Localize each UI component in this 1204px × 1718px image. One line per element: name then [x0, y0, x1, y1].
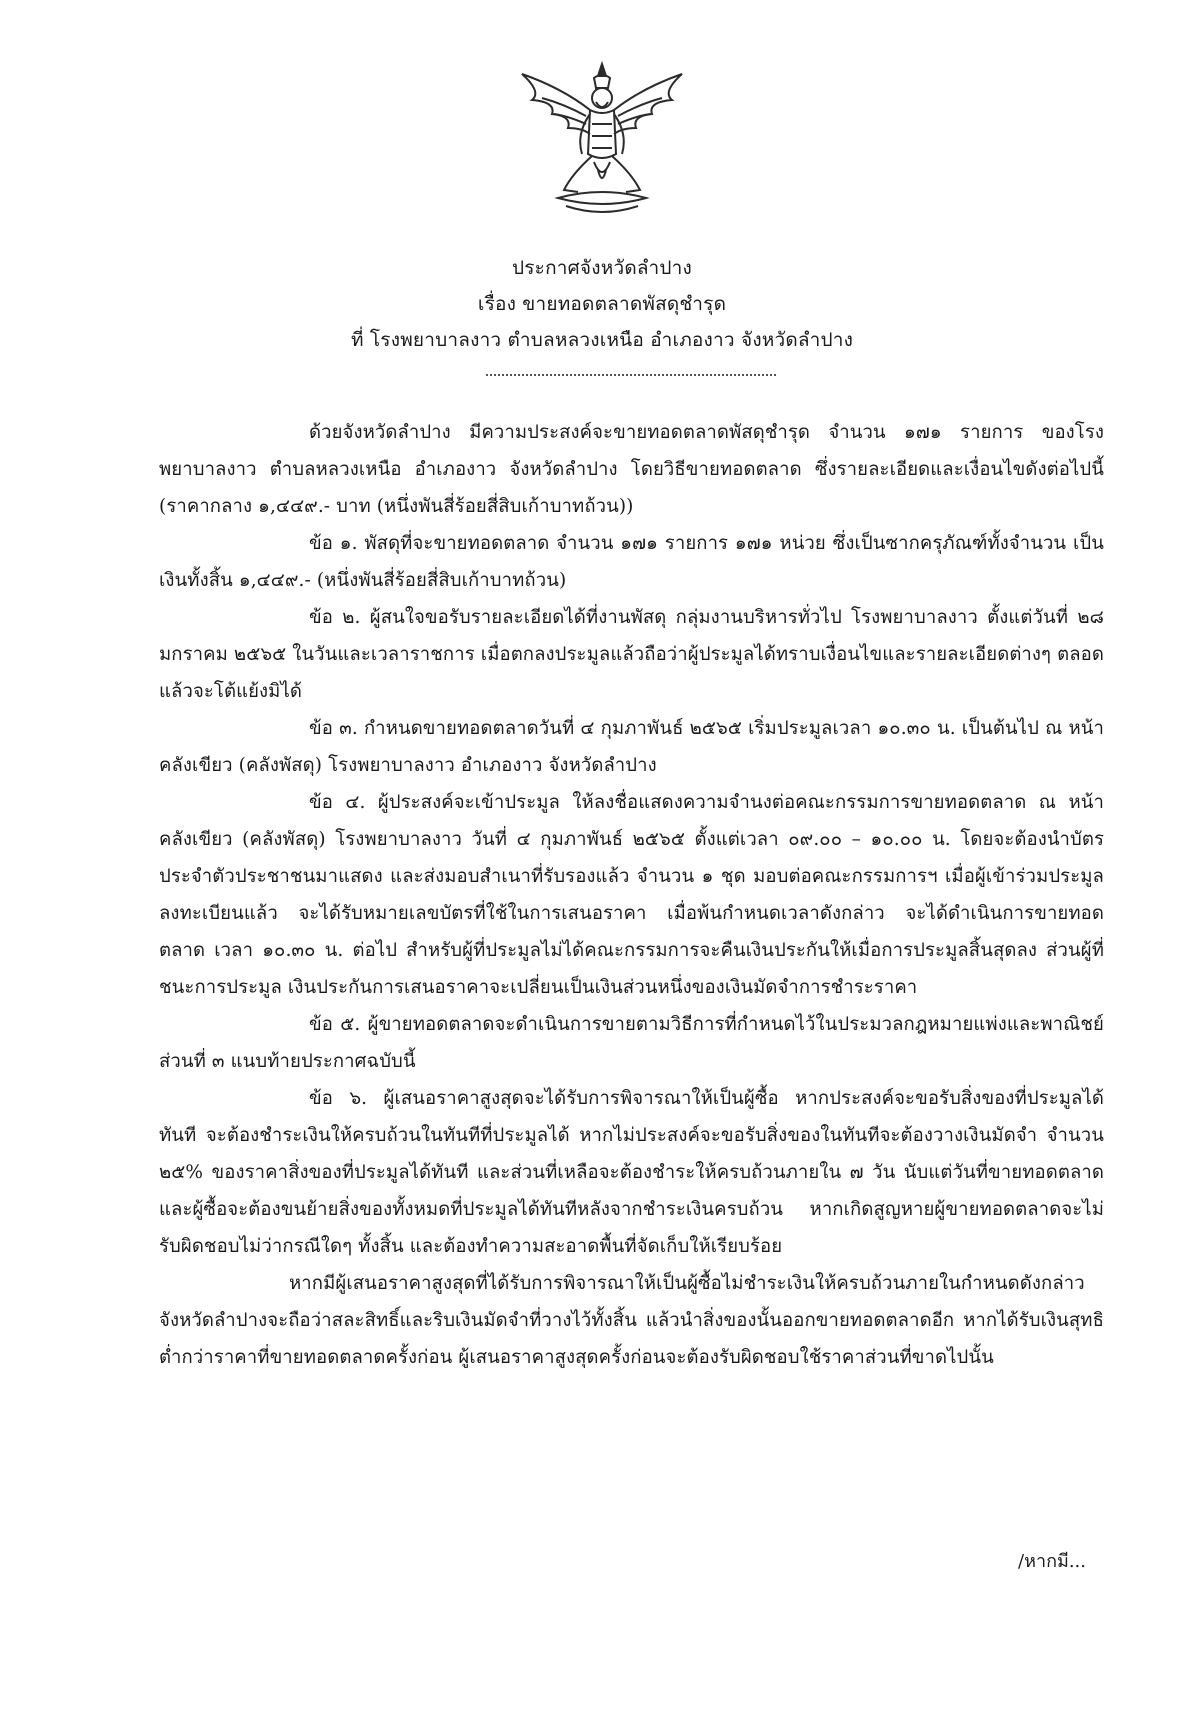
announcement-title: ประกาศจังหวัดลำปาง — [512, 257, 692, 279]
paragraph-clause-5: ข้อ ๕. ผู้ขายทอดตลาดจะดำเนินการขายตามวิธีการที่กำหนดไว้ในประมวลกฎหมายแพ่งและพาณิชย์ส่วนที่ ๓ แนบท้ายประกาศฉบับนี้ — [159, 1014, 1104, 1072]
paragraph-clause-3: ข้อ ๓. กำหนดขายทอดตลาดวันที่ ๔ กุมภาพันธ์ ๒๕๖๕ เริ่มประมูลเวลา ๑๐.๓๐ น. เป็นต้นไป ณ หน้าคลังเขียว (คลังพัสดุ) โรงพยาบาลงาว อำเภองาว จังหวัดลำปาง — [159, 718, 1104, 776]
paragraph-intro: ด้วยจังหวัดลำปาง มีความประสงค์จะขายทอดตลาดพัสดุชำรุด จำนวน ๑๗๑ รายการ ของโรงพยาบาลงาว ตำบลหลวงเหนือ อำเภองาว จังหวัดลำปาง โดยวิธีขายทอดตลาด ซึ่งรายละเอียดและเงื่อนไขดังต่อไปนี้ (ราคากลาง ๑,๔๔๙.- บาท (หนึ่งพันสี่ร้อยสี่สิบเก้าบาทถ้วน)) — [159, 422, 1104, 517]
announcement-subject: เรื่อง ขายทอดตลาดพัสดุชำรุด — [477, 293, 727, 315]
paragraph-forfeit: หากมีผู้เสนอราคาสูงสุดที่ได้รับการพิจารณาให้เป็นผู้ซื้อไม่ชำระเงินให้ครบถ้วนภายในกำหนดดังกล่าว จังหวัดลำปางจะถือว่าสละสิทธิ์และริบเงินมัดจำที่วางไว้ทั้งสิ้น แล้วนำสิ่งของนั้นออกขายทอดตลาดอีก หากได้รับเงินสุทธิต่ำกว่าราคาที่ขายทอดตลาดครั้งก่อน ผู้เสนอราคาสูงสุดครั้งก่อนจะต้องรับผิดชอบใช้ราคาส่วนที่ขาดไปนั้น — [159, 1273, 1104, 1368]
paragraph-clause-4: ข้อ ๔. ผู้ประสงค์จะเข้าประมูล ให้ลงชื่อแสดงความจำนงต่อคณะกรรมการขายทอดตลาด ณ หน้าคลังเขียว (คลังพัสดุ) โรงพยาบาลงาว วันที่ ๔ กุมภาพันธ์ ๒๕๖๕ ตั้งแต่เวลา ๐๙.๐๐ – ๑๐.๐๐ น. โดยจะต้องนำบัตรประจำตัวประชาชนมาแสดง และส่งมอบสำเนาที่รับรองแล้ว จำนวน ๑ ชุด มอบต่อคณะกรรมการฯ เมื่อผู้เข้าร่วมประมูลลงทะเบียนแล้ว จะได้รับหมายเลขบัตรที่ใช้ในการเสนอราคา เมื่อพ้นกำหนดเวลาดังกล่าว จะได้ดำเนินการขายทอดตลาด เวลา ๑๐.๓๐ น. ต่อไป สำหรับผู้ที่ประมูลไม่ได้คณะกรรมการจะคืนเงินประกันให้เมื่อการประมูลสิ้นสุดลง ส่วนผู้ที่ชนะการประมูล เงินประกันการเสนอราคาจะเปลี่ยนเป็นเงินส่วนหนึ่งของเงินมัดจำการชำระราคา — [159, 792, 1104, 998]
dotted-divider — [486, 374, 776, 376]
paragraph-clause-6: ข้อ ๖. ผู้เสนอราคาสูงสุดจะได้รับการพิจารณาให้เป็นผู้ซื้อ หากประสงค์จะขอรับสิ่งของที่ประมูลได้ทันที จะต้องชำระเงินให้ครบถ้วนในทันทีที่ประมูลได้ หากไม่ประสงค์จะขอรับสิ่งของในทันทีจะต้องวางเงินมัดจำ จำนวน ๒๕% ของราคาสิ่งของที่ประมูลได้ทันที และส่วนที่เหลือจะต้องชำระให้ครบถ้วนภายใน ๗ วัน นับแต่วันที่ขายทอดตลาดและผู้ซื้อจะต้องขนย้ายสิ่งของทั้งหมดที่ประมูลได้ทันทีหลังจากชำระเงินครบถ้วน หากเกิดสูญหายผู้ขายทอดตลาดจะไม่รับผิดชอบไม่ว่ากรณีใดๆ ทั้งสิ้น และต้องทำความสะอาดพื้นที่จัดเก็บให้เรียบร้อย — [159, 1088, 1104, 1257]
paragraph-clause-1: ข้อ ๑. พัสดุที่จะขายทอดตลาด จำนวน ๑๗๑ รายการ ๑๗๑ หน่วย ซึ่งเป็นซากครุภัณฑ์ทั้งจำนวน เป็นเงินทั้งสิ้น ๑,๔๔๙.- (หนึ่งพันสี่ร้อยสี่สิบเก้าบาทถ้วน) — [159, 533, 1104, 591]
continuation-marker: /หากมี... — [1018, 1551, 1086, 1572]
announcement-location: ที่ โรงพยาบาลงาว ตำบลหลวงเหนือ อำเภองาว จังหวัดลำปาง — [350, 329, 854, 351]
announcement-body — [159, 414, 1104, 1376]
announcement-header — [0, 250, 1204, 358]
garuda-emblem — [502, 58, 702, 220]
paragraph-clause-2: ข้อ ๒. ผู้สนใจขอรับรายละเอียดได้ที่งานพัสดุ กลุ่มงานบริหารทั่วไป โรงพยาบาลงาว ตั้งแต่วันที่ ๒๘ มกราคม ๒๕๖๕ ในวันและเวลาราชการ เมื่อตกลงประมูลแล้วถือว่าผู้ประมูลได้ทราบเงื่อนไขและรายละเอียดต่างๆ ตลอดแล้วจะโต้แย้งมิได้ — [159, 607, 1104, 702]
